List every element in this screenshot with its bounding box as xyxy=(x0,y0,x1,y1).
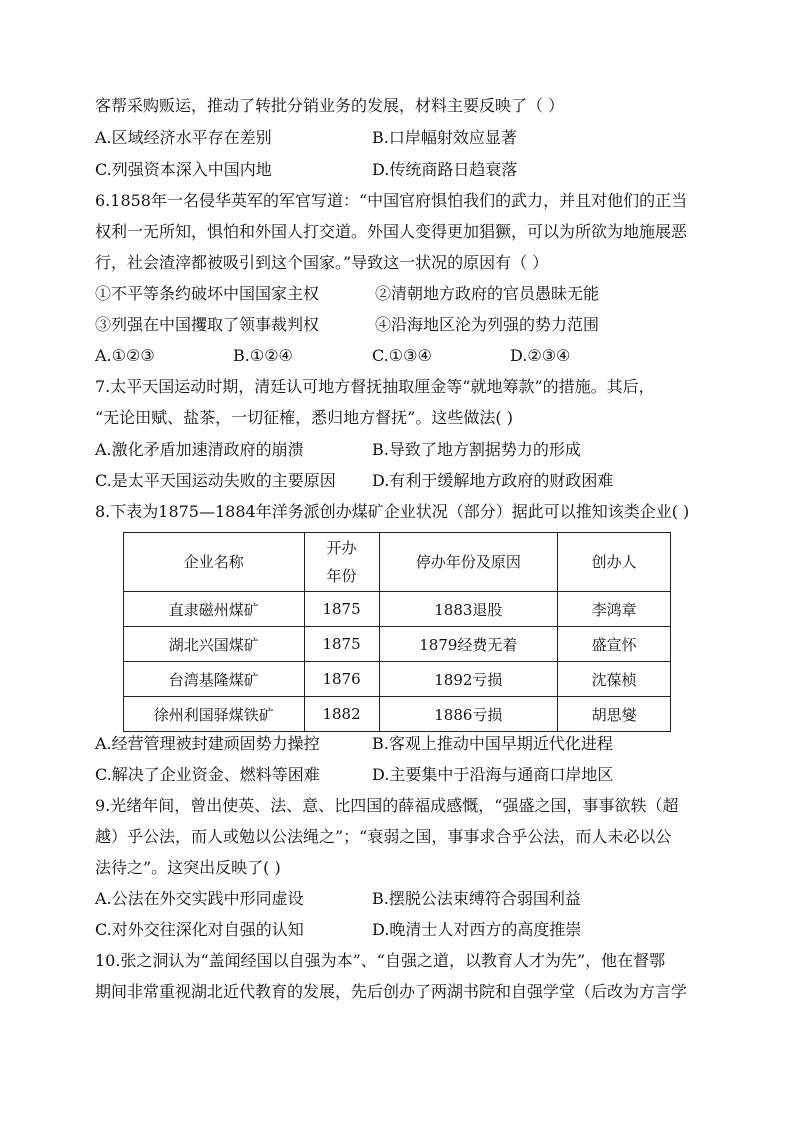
q10-stem-line2: 期间非常重视湖北近代教育的发展，先后创办了两湖书院和自强学堂（后改为方言学 xyxy=(95,982,688,1001)
header-open-year xyxy=(304,533,379,592)
cell-founder: 沈葆桢 xyxy=(558,662,671,697)
q6-stem-line2: 权利一无所知，惧怕和外国人打交道。外国人变得更加猖獗，可以为所欲为地施展恶 xyxy=(95,222,688,241)
q6-option-a: A.①②③ xyxy=(95,346,155,365)
header-close-year-reason: 停办年份及原因 xyxy=(379,533,558,592)
cell-name: 台湾基隆煤矿 xyxy=(124,662,305,697)
q7-option-a: A.激化矛盾加速清政府的崩溃 xyxy=(95,440,304,459)
header-enterprise-name: 企业名称 xyxy=(124,533,305,592)
cell-founder: 盛宣怀 xyxy=(558,627,671,662)
q5-option-a: A.区域经济水平存在差别 xyxy=(95,128,272,147)
q9-option-a: A.公法在外交实践中形同虚设 xyxy=(95,889,304,908)
q6-stem-line3: 行，社会渣滓都被吸引到这个国家。”导致这一状况的原因有（ ） xyxy=(95,253,549,272)
q8-option-d: D.主要集中于沿海与通商口岸地区 xyxy=(372,765,614,784)
cell-close-reason: 1883退股 xyxy=(379,592,558,627)
q6-statement-1: ①不平等条约破坏中国国家主权 xyxy=(95,284,320,303)
q9-option-d: D.晚清士人对西方的高度推崇 xyxy=(372,920,582,939)
cell-founder: 胡思燮 xyxy=(558,697,671,732)
q9-stem-line1: 9.光绪年间，曾出使英、法、意、比四国的薛福成感慨，“强盛之国，事事欲轶（超 xyxy=(95,796,679,815)
header-open-year-line1: 开办 xyxy=(326,539,357,557)
header-open-year-line2: 年份 xyxy=(326,567,357,585)
q7-stem-line1: 7.太平天国运动时期，清廷认可地方督抚抽取厘金等“就地筹款”的措施。其后， xyxy=(95,377,655,396)
q8-option-a: A.经营管理被封建顽固势力操控 xyxy=(95,734,320,753)
header-founder: 创办人 xyxy=(558,533,671,592)
q9-stem-line3: 法待之”。这突出反映了( ) xyxy=(95,858,281,877)
cell-open-year: 1875 xyxy=(304,592,379,627)
table-row xyxy=(124,697,671,732)
q6-option-b: B.①②④ xyxy=(233,346,293,365)
table-header-row xyxy=(124,533,671,592)
cell-close-reason: 1886亏损 xyxy=(379,697,558,732)
q6-stem-line1: 6.1858年一名侵华英军的军官写道：“中国官府惧怕我们的武力，并且对他们的正当 xyxy=(95,191,688,210)
cell-close-reason: 1879经费无着 xyxy=(379,627,558,662)
q6-statement-4: ④沿海地区沦为列强的势力范围 xyxy=(375,315,600,334)
cell-name: 湖北兴国煤矿 xyxy=(124,627,305,662)
q8-option-b: B.客观上推动中国早期近代化进程 xyxy=(372,734,613,753)
q5-option-d: D.传统商路日趋衰落 xyxy=(372,160,518,179)
cell-open-year: 1876 xyxy=(304,662,379,697)
q9-option-c: C.对外交往深化对自强的认知 xyxy=(95,920,304,939)
q5-option-c: C.列强资本深入中国内地 xyxy=(95,160,272,179)
cell-open-year: 1882 xyxy=(304,697,379,732)
cell-name: 直隶磁州煤矿 xyxy=(124,592,305,627)
table-row xyxy=(124,592,671,627)
q7-option-b: B.导致了地方割据势力的形成 xyxy=(372,440,581,459)
q5-option-b: B.口岸幅射效应显著 xyxy=(372,128,517,147)
coal-mine-table xyxy=(123,532,671,732)
q6-option-c: C.①③④ xyxy=(372,346,432,365)
q6-statement-3: ③列强在中国攫取了领事裁判权 xyxy=(95,315,320,334)
q9-stem-line2: 越）乎公法，而人或勉以公法绳之”；“衰弱之国，事事求合乎公法，而人未必以公 xyxy=(95,827,672,846)
q6-statement-2: ②清朝地方政府的官员愚昧无能 xyxy=(375,284,600,303)
cell-founder: 李鸿章 xyxy=(558,592,671,627)
q7-stem-line2: “无论田赋、盐茶，一切征榷，悉归地方督抚”。这些做法( ) xyxy=(95,408,513,427)
q7-option-d: D.有利于缓解地方政府的财政困难 xyxy=(372,471,614,490)
q6-option-d: D.②③④ xyxy=(510,346,571,365)
cell-close-reason: 1892亏损 xyxy=(379,662,558,697)
table-row xyxy=(124,662,671,697)
q8-option-c: C.解决了企业资金、燃料等困难 xyxy=(95,765,320,784)
q7-option-c: C.是太平天国运动失败的主要原因 xyxy=(95,471,336,490)
q8-stem: 8.下表为1875—1884年洋务派创办煤矿企业状况（部分）据此可以推知该类企业( ) xyxy=(95,502,690,521)
cell-name: 徐州利国驿煤铁矿 xyxy=(124,697,305,732)
table-row xyxy=(124,627,671,662)
q9-option-b: B.摆脱公法束缚符合弱国利益 xyxy=(372,889,581,908)
q10-stem-line1: 10.张之洞认为“盖闻经国以自强为本”、“自强之道，以教育人才为先”，他在督鄂 xyxy=(95,951,666,970)
q5-stem-end: 客帮采购贩运，推动了转批分销业务的发展，材料主要反映了（ ） xyxy=(95,96,565,115)
cell-open-year: 1875 xyxy=(304,627,379,662)
